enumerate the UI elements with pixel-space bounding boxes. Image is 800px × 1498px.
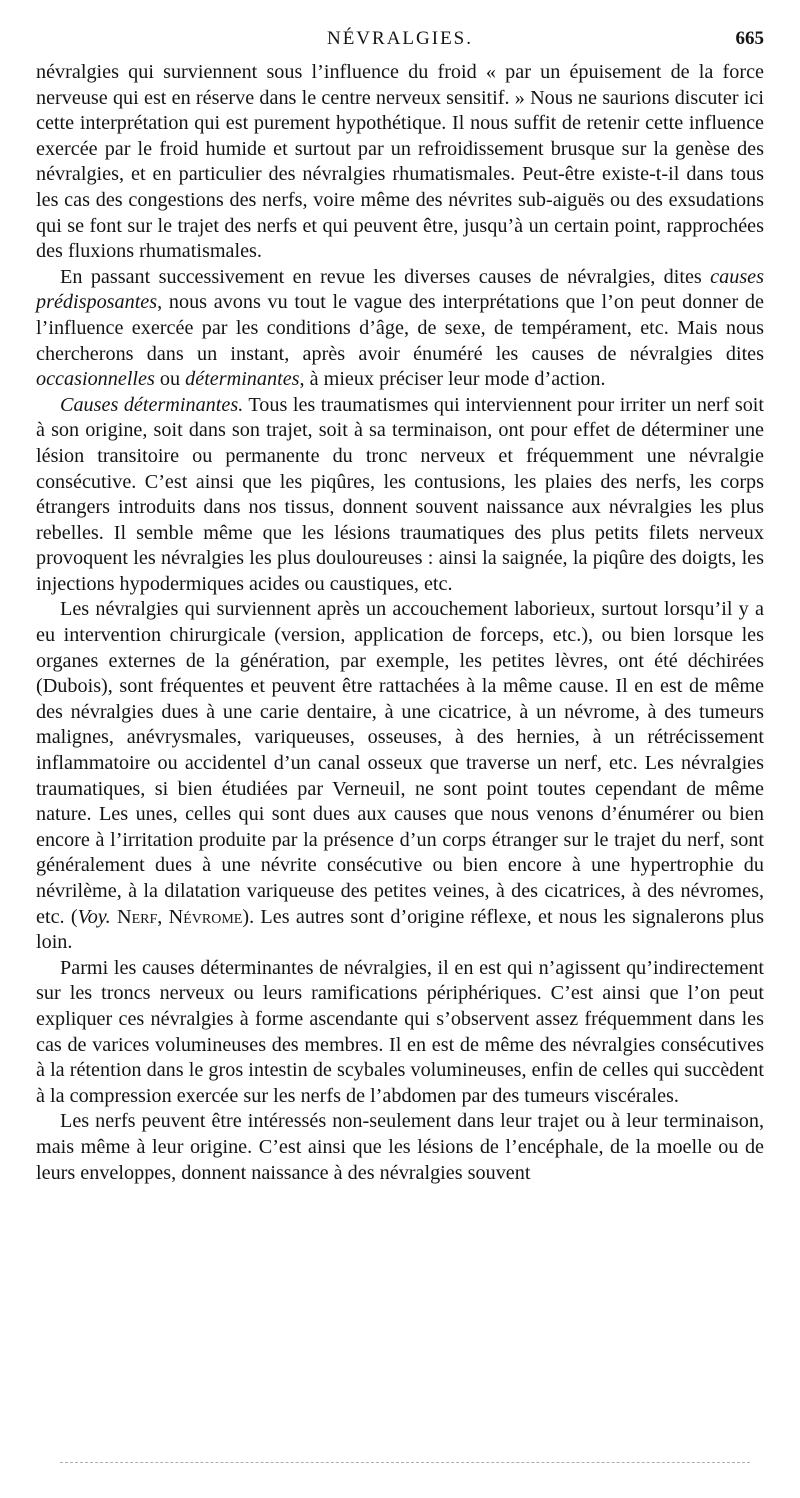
p2-italic-causes-predisposantes: causes prédisposantes — [36, 265, 764, 314]
p2-text: ou — [154, 368, 186, 391]
p2-italic-occasionnelles: occasionnelles — [36, 368, 155, 391]
p4-text: , — [157, 905, 169, 928]
paragraph-2 — [36, 265, 764, 393]
page-number: 665 — [735, 28, 764, 49]
running-title: NÉVRALGIES. — [326, 28, 474, 49]
footer-dotted-rule — [60, 1462, 750, 1463]
p4-text: ). Les autres sont d’origine réflexe, et nous les signalerons plus loin. — [36, 905, 764, 954]
paragraph-1: névralgies qui surviennent sous l’influence du froid « par un épuisement de la force nerveuse qui est en réserve dans le centre nerveux sensitif. » Nous ne saurions discuter ici cette interprétation qui est purement hypothétique. Il nous suffit de retenir cette influence exercée par le froid humide et surtout par un refroidissement brusque sur la genèse des névralgies, et en particulier des névralgies rhumatismales. Peut-être existe-t-il dans tous les cas des congestions des nerfs, voire même des névrites sub-aiguës ou des exsudations qui se font sur le trajet des nerfs et qui peuvent être, jusqu’à un certain point, rapprochées des fluxions rhumatismales. — [36, 61, 764, 263]
p4-smallcaps-nevrome: Névrome — [168, 905, 243, 928]
paragraph-5: Parmi les causes déterminantes de névralgies, il en est qui n’agissent qu’indirectement sur les troncs nerveux ou leurs ramifications périphériques. C’est ainsi que l’on peut expliquer ces névralgies à forme ascendante qui s’observent assez fréquemment dans les cas de varices volumineuses des membres. Il en est de même des névralgies consécutives à la rétention dans le gros intestin de scybales volumineuses, enfin de celles qui succèdent à la compression exercée sur les nerfs de l’abdomen par des tumeurs viscérales. — [36, 956, 764, 1107]
running-head — [36, 28, 764, 60]
paragraph-3 — [36, 393, 764, 598]
p2-text: , nous avons vu tout le vague des interprétations que l’on peut donner de l’influence exercée par les conditions d’âge, de sexe, de tempérament, etc. Mais nous chercherons dans un instant, après avoir énuméré les causes de névralgies dites — [36, 291, 764, 365]
p4-italic-voy: Voy. — [77, 905, 111, 928]
p2-italic-determinantes: déterminantes — [185, 368, 300, 391]
body-text — [36, 60, 764, 1186]
p2-text: En passant successivement en revue les diverses causes de névralgies, dites — [60, 265, 711, 288]
p2-text: , à mieux préciser leur mode d’action. — [299, 368, 606, 391]
p4-smallcaps-nerf: Nerf — [117, 905, 158, 928]
p3-text: Tous les traumatismes qui interviennent pour irriter un nerf soit à son origine, soit dans son trajet, soit à sa terminaison, ont pour effet de déterminer une lésion transitoire ou permanente du tronc nerveux et fréquemment une névralgie consécutive. C’est ainsi que les piqûres, les contusions, les plaies des nerfs, les corps étrangers introduits dans nos tissus, donnent souvent naissance aux névralgies les plus rebelles. Il semble même que les lésions traumatiques des plus petits filets nerveux provoquent les névralgies les plus douloureuses : ainsi la saignée, la piqûre des doigts, les injections hypodermiques acides ou caustiques, etc. — [36, 393, 765, 595]
paragraph-6: Les nerfs peuvent être intéressés non-seulement dans leur trajet ou à leur terminaison, mais même à leur origine. C’est ainsi que les lésions de l’encéphale, de la moelle ou de leurs enveloppes, donnent naissance à des névralgies souvent — [36, 1110, 764, 1184]
section-heading-causes-determinantes: Causes déterminantes. — [60, 393, 244, 416]
paragraph-4 — [36, 597, 764, 955]
p4-text: Les névralgies qui surviennent après un accouchement laborieux, surtout lorsqu’il y a eu intervention chirurgicale (version, application de forceps, etc.), ou bien lorsque les organes externes de la génération, par exemple, les petites lèvres, ont été déchirées (Dubois), sont fréquentes et peuvent être rattachées à la même cause. Il en est de même des névralgies dues à une carie dentaire, à une cicatrice, à un névrome, à des tumeurs malignes, anévrysmales, variqueuses, osseuses, à des hernies, à un rétrécissement inflammatoire ou accidentel d’un canal osseux que traverse un nerf, etc. Les névralgies traumatiques, si bien étudiées par Verneuil, ne sont point toutes cependant de même nature. Les unes, celles qui sont dues aux causes que nous venons d’énumérer ou bien encore à l’irritation produite par la présence d’un corps étranger sur le trajet du nerf, sont généralement dues à une névrite consécutive ou bien encore à une hypertrophie du névrilème, à la dilatation variqueuse des petites veines, à des cicatrices, à des névromes, etc. ( — [36, 598, 764, 928]
